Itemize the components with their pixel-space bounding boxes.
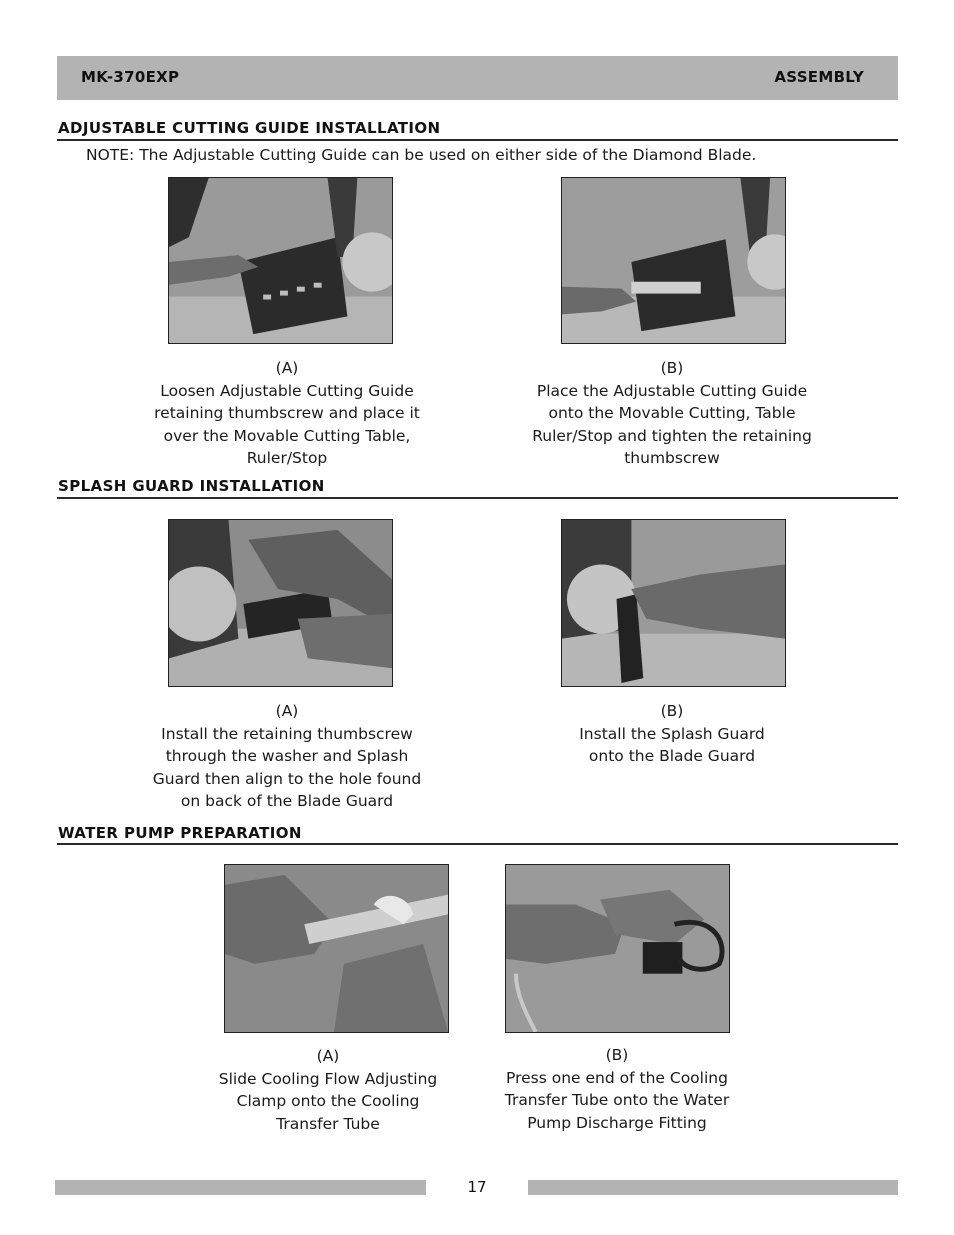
splash-guard-photo-b (561, 519, 786, 687)
section-divider (57, 843, 898, 845)
caption-line: over the Movable Cutting Table, (163, 426, 411, 445)
cutting-guide-photo-b (561, 177, 786, 344)
model-name: MK-370EXP (81, 68, 180, 86)
caption-line: Clamp onto the Cooling (236, 1092, 420, 1111)
caption-line: Guard then align to the hole found (152, 769, 422, 788)
cutting-guide-note: NOTE: The Adjustable Cutting Guide can be used on either side of the Diamond Blade. (86, 146, 757, 164)
caption-line: Ruler/Stop (246, 449, 328, 468)
caption-line: Transfer Tube (276, 1114, 380, 1133)
caption-line: onto the Blade Guard (588, 747, 756, 766)
water-pump-photo-b (505, 864, 730, 1033)
caption-label: (A) (275, 702, 299, 720)
caption-label: (A) (275, 359, 299, 377)
caption-line: Ruler/Stop and tighten the retaining (532, 426, 812, 445)
splash-guard-photo-a (168, 519, 393, 687)
caption-line: Place the Adjustable Cutting Guide (536, 381, 808, 400)
caption-line: thumbscrew (624, 449, 720, 468)
water-pump-title: WATER PUMP PREPARATION (58, 824, 302, 842)
caption-line: through the washer and Splash (165, 747, 409, 766)
caption-line: Install the retaining thumbscrew (161, 724, 413, 743)
caption-line: retaining thumbscrew and place it (154, 404, 420, 423)
section-divider (57, 139, 898, 141)
splash-guard-caption-a (137, 700, 437, 813)
water-pump-caption-b (467, 1044, 767, 1134)
water-pump-photo-a (224, 864, 449, 1033)
splash-guard-title: SPLASH GUARD INSTALLATION (58, 477, 325, 495)
caption-line: on back of the Blade Guard (180, 792, 394, 811)
header-bar (57, 56, 898, 100)
caption-label: (A) (316, 1047, 340, 1065)
cutting-guide-caption-b (512, 357, 832, 470)
section-name: ASSEMBLY (774, 68, 864, 86)
caption-line: Slide Cooling Flow Adjusting (218, 1069, 438, 1088)
caption-line: Transfer Tube onto the Water (504, 1091, 730, 1110)
water-pump-caption-a (178, 1045, 478, 1135)
cutting-guide-caption-a (137, 357, 437, 470)
caption-label: (B) (660, 702, 684, 720)
page-number: 17 (467, 1178, 487, 1196)
section-divider (57, 497, 898, 499)
caption-line: Loosen Adjustable Cutting Guide (160, 381, 414, 400)
caption-line: Press one end of the Cooling (506, 1068, 728, 1087)
caption-line: Install the Splash Guard (579, 724, 765, 743)
cutting-guide-photo-a (168, 177, 393, 344)
caption-label: (B) (605, 1046, 629, 1064)
caption-line: Pump Discharge Fitting (527, 1113, 707, 1132)
splash-guard-caption-b (522, 700, 822, 768)
cutting-guide-title: ADJUSTABLE CUTTING GUIDE INSTALLATION (58, 119, 441, 137)
caption-line: onto the Movable Cutting, Table (548, 404, 796, 423)
caption-label: (B) (660, 359, 684, 377)
